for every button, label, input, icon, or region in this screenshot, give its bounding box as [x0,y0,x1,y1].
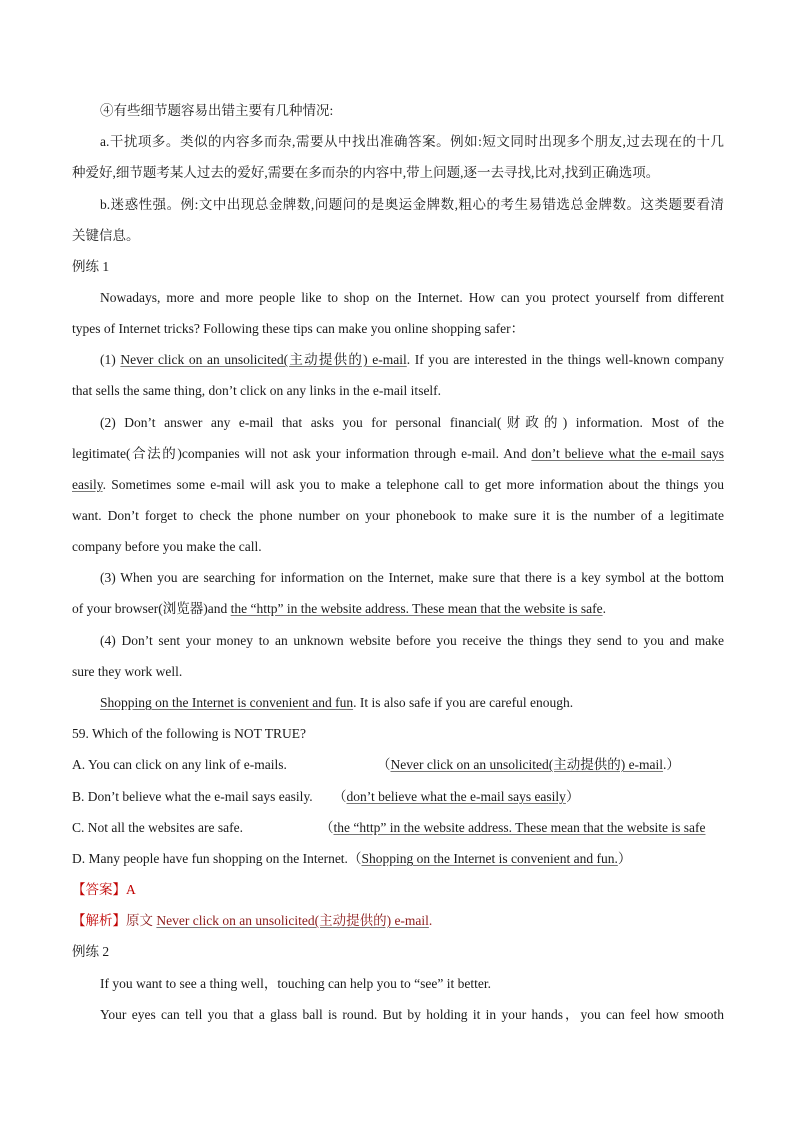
exercise-2-line-1: If you want to see a thing well，touching can help you to “see” it better. [100,976,492,991]
tip-2-line-3-text: . Sometimes some e-mail will ask you to make a telephone call to get more information about the things you [102,477,724,492]
conclusion-rest: . It is also safe if you are careful enough. [353,695,574,710]
tip-1-underlined: Never click on an unsolicited(主动提供的) e-mail [120,352,407,367]
passage-intro-line-2: types of Internet tricks? Following these tips can make you online shopping safer： [72,321,525,336]
option-c-note-underlined: the “http” in the website address. These mean that the website is safe [333,820,706,835]
analysis-period: . [428,913,433,928]
tip-heading: ④有些细节题容易出错主要有几种情况: [100,103,334,118]
tip-b-line-1: b.迷惑性强。例:文中出现总金牌数,问题问的是奥运金牌数,粗心的考生易错选总金牌数。这类题要看清 [100,197,724,212]
analysis-line [72,911,724,931]
tip-3-line-2-text: of your browser(浏览器)and [72,601,231,616]
tip-1-line-2: that sells the same thing, don’t click on any links in the e-mail itself. [72,383,442,398]
exercise-1-label: 例练 1 [72,259,110,274]
exercise-2-line-2: Your eyes can tell you that a glass ball is round. But by holding it in your hands，you can feel how smooth [100,1007,724,1022]
tip-2-underlined-b: easily [72,477,103,492]
tip-a-line-1: a.干扰项多。类似的内容多而杂,需要从中找出准确答案。例如:短文同时出现多个朋友,过去现在的十几 [100,134,724,149]
option-b-note-open: （ [333,789,347,804]
option-a: A. You can click on any link of e-mails. [72,757,287,772]
tip-3-line-2 [72,599,724,619]
answer-tag: 【答案】 [72,882,126,897]
option-c-note-open: （ [320,820,334,835]
tip-2-line-3 [72,475,724,495]
analysis-tag: 【解析】 [72,913,126,928]
option-a-note-open: （ [377,757,391,772]
answer-value: A [126,882,136,897]
option-b-note-underlined: don’t believe what the e-mail says easily [346,789,566,804]
analysis-quote: Never click on an unsolicited(主动提供的) e-mail [156,913,429,928]
option-a-note-underlined: Never click on an unsolicited(主动提供的) e-mail [390,757,664,772]
option-a-note-close: .） [663,757,680,772]
option-d-note-open: （ [347,851,362,866]
option-b-note-close: ） [565,789,580,804]
tip-4-line-1: (4) Don’t sent your money to an unknown website before you receive the things they send to you and make [100,633,724,648]
tip-2-line-2 [72,444,724,464]
option-b-note [333,787,579,807]
tip-1-rest: . If you are interested in the things well-known company [406,352,725,367]
tip-b-line-2: 关键信息。 [72,228,140,243]
option-d-text: D. Many people have fun shopping on the Internet. [72,851,348,866]
tip-2-underlined-a: don’t believe what the e-mail says [531,446,724,461]
answer-line [72,880,724,900]
option-b: B. Don’t believe what the e-mail says easily. [72,789,313,804]
conclusion-line [100,693,724,713]
tip-3-line-1: (3) When you are searching for information on the Internet, make sure that there is a key symbol at the bottom [100,570,724,585]
option-d-note-underlined: Shopping on the Internet is convenient and fun. [361,851,618,866]
tip-3-underlined: the “http” in the website address. These mean that the website is safe [230,601,603,616]
exercise-2-label: 例练 2 [72,944,110,959]
question-59-stem: 59. Which of the following is NOT TRUE? [72,726,306,741]
tip-a-line-2: 种爱好,细节题考某人过去的爱好,需要在多而杂的内容中,带上问题,逐一去寻找,比对,找到正确选项。 [72,165,660,180]
tip-1-line-1 [100,350,724,370]
conclusion-underlined: Shopping on the Internet is convenient and fun [100,695,354,710]
option-c-note [320,818,706,838]
tip-2-line-2-text: legitimate(合法的)companies will not ask your information through e-mail. And [72,446,532,461]
analysis-prefix: 原文 [126,913,157,928]
option-d-note-close: ） [617,851,632,866]
option-a-note [377,755,680,775]
option-c: C. Not all the websites are safe. [72,820,243,835]
tip-2-line-5: company before you make the call. [72,539,262,554]
passage-intro-line-1: Nowadays, more and more people like to shop on the Internet. How can you protect yourself from different [100,290,724,305]
option-d [72,849,631,869]
tip-1-prefix: (1) [100,352,121,367]
tip-3-period: . [602,601,606,616]
tip-2-line-4: want. Don’t forget to check the phone number on your phonebook to make sure it is the number of a legitimate [72,508,724,523]
tip-4-line-2: sure they work well. [72,664,183,679]
tip-2-line-1: (2) Don’t answer any e-mail that asks you for personal financial(财政的) information. Most of the [100,415,724,430]
